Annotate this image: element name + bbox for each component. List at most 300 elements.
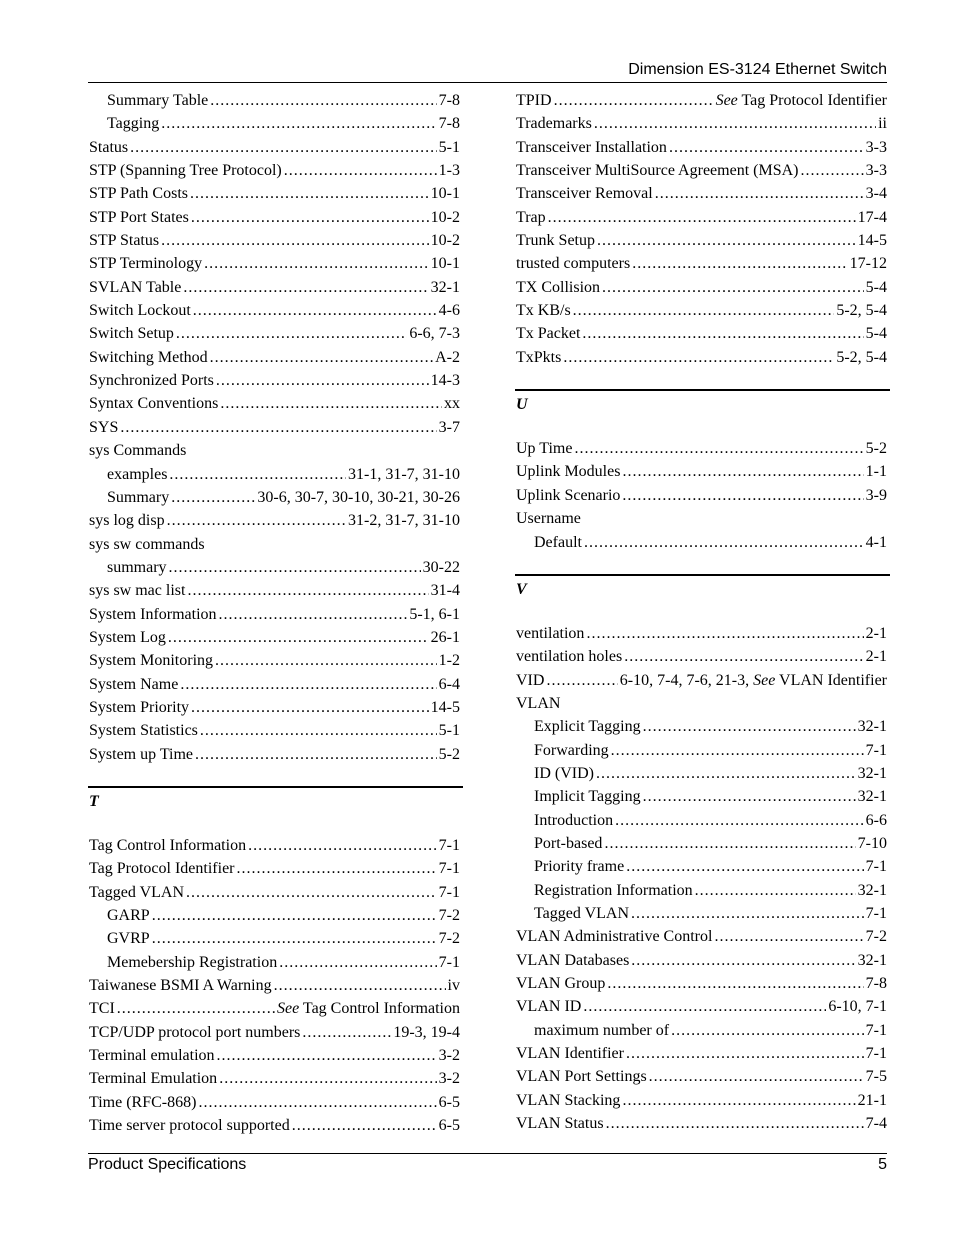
section-heading-t: T [88,786,463,834]
page-reference: ii [878,115,887,133]
page-footer [88,1153,887,1176]
cross-reference-target: Tag Control Information [302,1000,460,1018]
index-term: Tag Control Information [89,836,247,854]
dot-leader [582,322,863,345]
dot-leader [193,299,437,322]
index-term: VLAN Identifier [516,1045,624,1063]
page-reference: 5-2 [438,745,460,763]
page-reference: 7-1 [865,1045,887,1063]
index-term: VLAN ID [516,998,582,1016]
dot-leader [631,949,855,972]
index-term: System up Time [89,745,194,763]
page-reference: 3-9 [865,486,887,504]
page-reference: A-2 [435,348,460,366]
dot-leader [584,531,864,554]
page-reference: 6-6 [865,811,887,829]
dot-leader [176,322,407,345]
dot-leader [219,1067,436,1090]
page-reference: 3-2 [438,1070,460,1088]
page-reference: 7-8 [865,975,887,992]
index-term: STP (Spanning Tree Protocol) [89,162,282,180]
index-subentry [516,785,887,808]
dot-leader [187,579,428,602]
dot-leader [248,834,437,857]
page-reference: 31-4 [430,582,460,600]
index-entry [89,997,460,1020]
index-term: VLAN Databases [516,951,630,969]
index-term: Uplink Scenario [516,486,621,504]
page-reference: 32-1 [857,764,887,782]
index-term: SYS [89,418,119,436]
page-reference: 21-1 [857,1091,887,1109]
dot-leader [183,276,428,299]
index-entry [516,1112,887,1135]
dot-leader [302,1021,391,1044]
index-term: STP Terminology [89,255,203,273]
dot-leader [217,1044,437,1067]
index-term: ID (VID) [534,764,594,782]
index-entry [89,1021,460,1044]
section-heading-v: V [515,574,890,622]
index-term: System Monitoring [89,652,214,670]
page-reference: 7-2 [865,928,887,946]
index-term: Explicit Tagging [534,718,641,736]
index-entry [89,439,460,462]
page-reference: 32-1 [857,718,887,736]
page-reference: 10-1 [430,255,460,273]
page-reference: xx [444,395,460,413]
index-term: System Priority [89,698,190,716]
page-reference [620,669,887,692]
dot-leader [171,486,255,509]
index-term: Switch Lockout [89,302,191,320]
page-reference: 7-1 [865,858,887,876]
index-entry [89,159,460,182]
index-entry [516,252,887,275]
index-entry [516,1042,887,1065]
page-reference: 32-1 [857,788,887,806]
index-entry [516,136,887,159]
dot-leader [622,460,863,483]
index-term: STP Port States [89,208,189,226]
page-reference: 6-5 [438,1093,460,1111]
dot-leader [117,997,275,1020]
index-term: Up Time [516,440,573,458]
index-term: TX Collision [516,278,601,296]
index-term: SVLAN Table [89,278,182,296]
index-block [516,622,887,1136]
index-column-left [89,89,460,1137]
dot-leader [186,881,437,904]
index-block [89,89,460,766]
index-term: Memebership Registration [107,953,278,971]
page-reference: 5-2, 5-4 [836,302,887,320]
index-entry [89,1067,460,1090]
page-reference: 10-1 [430,185,460,203]
index-entry [89,416,460,439]
index-subentry [516,809,887,832]
index-term: Username [516,510,581,528]
dot-leader [161,229,429,252]
index-subentry [516,879,887,902]
index-term: Synchronized Ports [89,372,214,390]
dot-leader [714,925,863,948]
dot-leader [573,299,835,322]
index-entry [89,743,460,766]
dot-leader [191,206,429,229]
dot-leader [237,857,437,880]
index-entry [89,369,460,392]
index-subentry [89,486,460,509]
index-term: VID [516,671,545,689]
page-reference: 7-4 [865,1115,887,1133]
index-entry [516,276,887,299]
index-term: TCI [89,1000,115,1018]
index-entry [516,159,887,182]
index-term: Switching Method [89,348,208,366]
index-term: System Log [89,628,166,646]
dot-leader [632,252,847,275]
dot-leader [204,252,429,275]
index-entry [89,1091,460,1114]
index-entry [516,206,887,229]
index-entry [516,322,887,345]
section-heading-u: U [515,389,890,437]
dot-leader [604,832,855,855]
index-term: Priority frame [534,858,625,876]
dot-leader [596,762,856,785]
index-term: Time server protocol supported [89,1117,290,1135]
index-entry [516,1089,887,1112]
dot-leader [546,669,617,692]
index-subentry [89,463,460,486]
index-term: Status [89,138,129,156]
index-entry [516,645,887,668]
dot-leader [649,1065,864,1088]
index-term: VLAN Administrative Control [516,928,713,946]
page-reference: 7-5 [865,1068,887,1086]
page-reference: 3-7 [438,418,460,436]
page-reference: 32-1 [857,951,887,969]
index-term: Trap [516,208,546,226]
index-entry [516,299,887,322]
page-reference: 6-6, 7-3 [409,325,460,343]
index-entry [89,881,460,904]
index-subentry [516,902,887,925]
dot-leader [219,603,408,626]
dot-leader [583,995,826,1018]
dot-leader [220,392,442,415]
page-reference: 4-1 [865,533,887,551]
page-number: 5 [878,1156,887,1173]
index-subentry [516,715,887,738]
index-subentry [516,832,887,855]
page-reference: 10-2 [430,232,460,250]
index-entry [516,622,887,645]
index-term: Default [534,533,582,551]
page-reference: 7-1 [438,836,460,854]
dot-leader [169,463,346,486]
index-entry [516,229,887,252]
index-subentry [89,904,460,927]
page-reference: 7-1 [865,741,887,759]
index-term: Summary [107,488,170,506]
page-reference: 7-10 [857,834,887,852]
dot-leader [574,437,863,460]
dot-leader [274,974,446,997]
page-reference: 5-1 [438,138,460,156]
index-entry [89,509,460,532]
page-reference: iv [447,977,460,995]
dot-leader [631,902,864,925]
index-entry [89,206,460,229]
index-entry [89,626,460,649]
page-reference: 31-1, 31-7, 31-10 [348,465,460,483]
dot-leader [161,112,436,135]
page-reference: 5-2, 5-4 [836,348,887,366]
index-term: summary [107,558,167,576]
page-reference: 30-6, 30-7, 30-10, 30-21, 30-26 [257,488,460,506]
page-reference [277,997,460,1020]
index-term: Trademarks [516,115,592,133]
page-reference: 6-10, 7-1 [828,998,887,1016]
page-reference: 5-2 [865,440,887,458]
cross-reference-target: VLAN Identifier [779,671,887,689]
index-term: VLAN Status [516,1115,604,1133]
index-entry [516,995,887,1018]
dot-leader [606,1112,864,1135]
page-reference: 26-1 [430,628,460,646]
index-term: VLAN Group [516,975,606,992]
index-entry [89,392,460,415]
index-entry [89,533,460,556]
index-subentry [516,531,887,554]
dot-leader [586,622,863,645]
page-reference: 3-4 [865,185,887,203]
see-reference: See [277,1000,300,1018]
index-entry [516,484,887,507]
index-term: Forwarding [534,741,609,759]
cross-reference-target: Tag Protocol Identifier [741,92,887,109]
page-reference: 7-1 [438,883,460,901]
index-term: VLAN Stacking [516,1091,621,1109]
index-subentry [516,1019,887,1042]
dot-leader [169,556,421,579]
page-header [88,58,887,83]
index-subentry [89,89,460,112]
index-entry [89,276,460,299]
dot-leader [643,715,856,738]
index-term: Transceiver Removal [516,185,653,203]
dot-leader [284,159,437,182]
page-reference: 6-5 [438,1117,460,1135]
index-entry [89,603,460,626]
page-reference: 7-2 [438,907,460,924]
page-reference: 3-3 [865,138,887,156]
page-reference: 5-1, 6-1 [409,605,460,623]
index-entry [516,89,887,112]
index-entry [516,460,887,483]
index-subentry [516,739,887,762]
page-reference: 32-1 [857,881,887,899]
index-entry [516,182,887,205]
page-reference: 2-1 [865,624,887,642]
index-entry [89,974,460,997]
index-term: maximum number of [534,1021,670,1039]
document-title: Dimension ES-3124 Ethernet Switch [628,61,887,78]
index-subentry [89,556,460,579]
page-reference: 14-5 [857,232,887,250]
index-term: Uplink Modules [516,463,621,481]
page-reference: 5-4 [865,278,887,296]
index-entry [89,252,460,275]
footer-section-title: Product Specifications [88,1156,247,1173]
dot-leader [622,484,863,507]
dot-leader [279,951,436,974]
see-reference: See [753,671,776,689]
index-term: Time (RFC-868) [89,1093,197,1111]
dot-leader [167,509,346,532]
page-reference [716,89,887,112]
index-block [516,437,887,554]
index-term: STP Path Costs [89,185,188,203]
index-term: sys sw commands [89,535,205,553]
page-reference: 3-3 [865,162,887,180]
index-term: ventilation holes [516,648,623,666]
index-term: trusted computers [516,255,631,273]
page-reference: 3-2 [438,1047,460,1065]
page-reference: 7-8 [438,92,460,109]
page-reference: 5-1 [438,722,460,740]
dot-leader [655,182,864,205]
index-term: System Name [89,675,179,693]
dot-leader [152,904,437,927]
dot-leader [602,276,864,299]
dot-leader [191,696,429,719]
index-term: TxPkts [516,348,562,366]
page-reference: 2-1 [865,648,887,666]
page-reference: 19-3, 19-4 [393,1023,460,1041]
index-term: Introduction [534,811,614,829]
index-term: Terminal Emulation [89,1070,218,1088]
index-entry [516,949,887,972]
index-entry [89,182,460,205]
index-term: sys log disp [89,512,165,530]
page-reference: 7-8 [438,115,460,133]
index-term: sys Commands [89,442,187,460]
dot-leader [190,182,429,205]
page-reference: 10-2 [430,208,460,226]
index-term: sys sw mac list [89,582,186,600]
dot-leader [597,229,856,252]
page-reference: 7-1 [865,1021,887,1039]
index-term: Summary Table [107,92,209,109]
index-term: System Information [89,605,217,623]
dot-leader [152,927,437,950]
index-subentry [89,951,460,974]
page-reference: 14-3 [430,372,460,390]
page-reference: 32-1 [430,278,460,296]
index-term: Tagging [107,115,160,133]
dot-leader [130,136,437,159]
index-term: Port-based [534,834,603,852]
page-reference: 1-3 [438,162,460,180]
index-entry [516,925,887,948]
page-reference: 7-1 [865,904,887,922]
dot-leader [669,136,864,159]
dot-leader [200,719,437,742]
page-reference: 1-2 [438,652,460,670]
dot-leader [548,206,856,229]
index-entry [516,346,887,369]
index-entry [516,1065,887,1088]
page-reference: 1-1 [865,463,887,481]
index-term: GARP [107,907,150,924]
dot-leader [622,1089,855,1112]
dot-leader [671,1019,864,1042]
index-entry [89,346,460,369]
dot-leader [216,369,429,392]
dot-leader [554,89,714,112]
page-reference: 7-1 [438,953,460,971]
dot-leader [563,346,834,369]
dot-leader [800,159,863,182]
index-term: VLAN Port Settings [516,1068,647,1086]
dot-leader [643,785,856,808]
index-entry [89,229,460,252]
index-term: System Statistics [89,722,198,740]
page-reference: 7-1 [438,860,460,878]
page-reference: 7-2 [438,930,460,948]
index-entry [89,857,460,880]
index-entry [89,649,460,672]
index-term: ventilation [516,624,585,642]
index-entry [89,696,460,719]
index-term: TPID [516,92,552,109]
index-term: examples [107,465,168,483]
index-block [516,89,887,369]
index-term: Tag Protocol Identifier [89,860,235,878]
dot-leader [695,879,856,902]
index-term: Tx Packet [516,325,581,343]
index-entry [89,673,460,696]
index-term: Terminal emulation [89,1047,215,1065]
index-subentry [89,112,460,135]
index-term: Transceiver MultiSource Agreement (MSA) [516,162,799,180]
index-term: TCP/UDP protocol port numbers [89,1023,301,1041]
dot-leader [626,1042,864,1065]
index-entry [516,692,887,715]
index-entry [516,972,887,995]
page-reference: 17-4 [857,208,887,226]
index-term: Implicit Tagging [534,788,641,806]
index-term: Trunk Setup [516,232,595,250]
page-reference: 4-6 [438,302,460,320]
dot-leader [215,649,437,672]
index-subentry [516,762,887,785]
index-subentry [516,855,887,878]
page-reference: 6-4 [438,675,460,693]
index-term: Tagged VLAN [534,904,630,922]
see-reference: See [715,92,738,109]
dot-leader [615,809,864,832]
index-term: Tx KB/s [516,302,571,320]
dot-leader [210,346,433,369]
index-entry [89,1114,460,1137]
dot-leader [611,739,864,762]
dot-leader [607,972,863,995]
index-term: STP Status [89,232,160,250]
